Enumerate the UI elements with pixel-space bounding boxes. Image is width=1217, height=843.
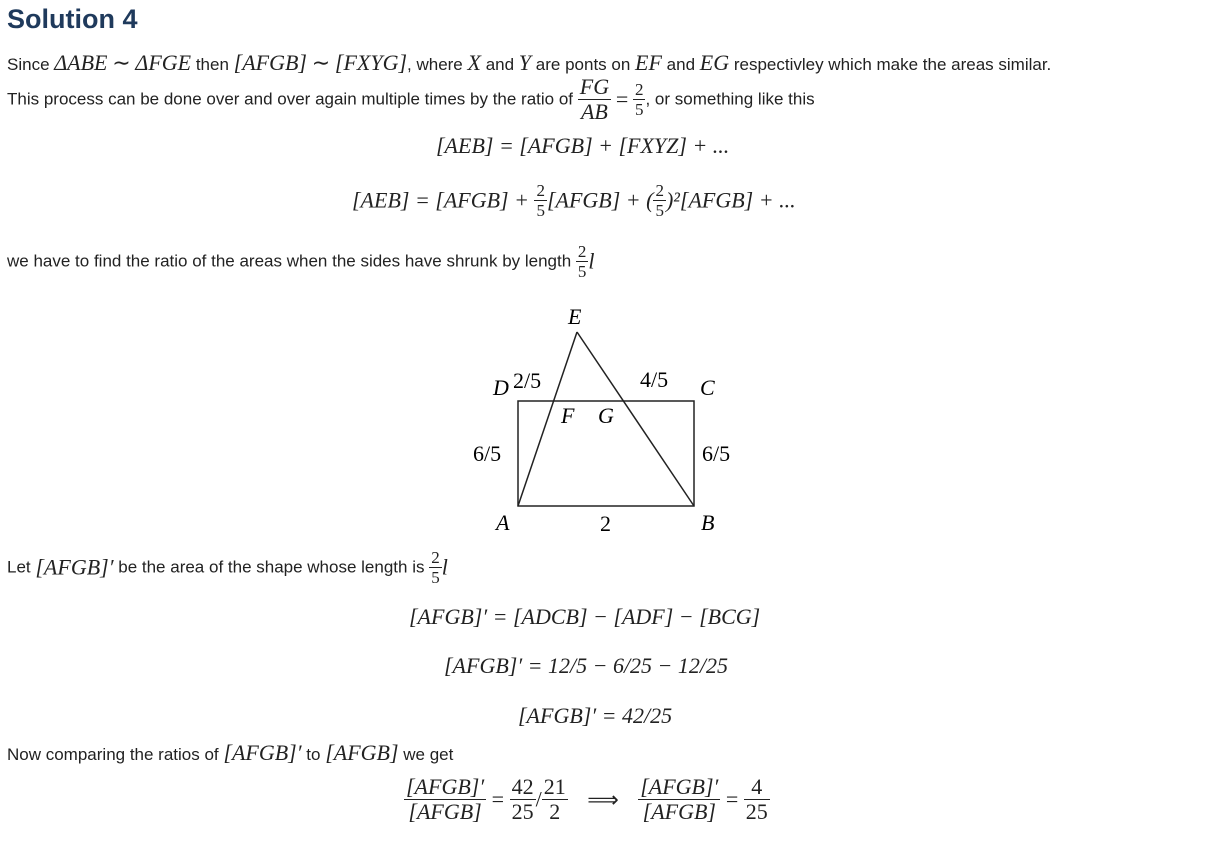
solution-heading: Solution 4 <box>7 4 138 34</box>
line-eb <box>577 332 694 506</box>
equation-6: $\frac{\text{[AFGB]′}}{\text{[AFGB]}}$ = $\frac{42}{25}$ / $\frac{21}{2}$ ⟹ $\frac{\text{[AFGB]′}}{\text{[AFGB]}}$ = $\frac{4}{25}$ <box>406 774 768 824</box>
equation-2: [AEB] = [AFGB] + $\frac{2}{5}$ [AFGB] + ( $\frac{2}{5}$ )²[AFGB] + ... <box>352 181 796 220</box>
intro-line-1: Since ΔABE ∼ ΔFGE then [AFGB] ∼ [FXYG], where X and Y are ponts on EF and EG respectivley which make the areas similar. <box>7 50 1052 75</box>
label-a: A <box>496 510 510 535</box>
label-c: C <box>700 375 715 400</box>
label-top-right: 4/5 <box>640 367 669 392</box>
label-d: D <box>493 375 509 400</box>
label-left-side: 6/5 <box>473 441 502 466</box>
label-g: G <box>598 403 614 428</box>
let-line: Let [AFGB]′ be the area of the shape whose length is $\frac{2}{5}$ l <box>7 548 448 587</box>
equation-3: [AFGB]′ = [ADCB] − [ADF] − [BCG] <box>409 604 761 629</box>
label-b: B <box>701 510 715 535</box>
label-e: E <box>568 304 582 329</box>
two-fifths-fraction: $\frac{2}{5}$ <box>634 80 644 119</box>
equation-1: [AEB] = [AFGB] + [FXYZ] + ... <box>436 133 730 158</box>
label-bottom: 2 <box>600 511 611 536</box>
label-right-side: 6/5 <box>702 441 731 466</box>
comparing-line: Now comparing the ratios of [AFGB]′ to [AFGB] we get <box>7 740 454 765</box>
equation-4: [AFGB]′ = 12/5 − 6/25 − 12/25 <box>444 653 729 678</box>
shrink-line: we have to find the ratio of the areas when the sides have shrunk by length $\frac{2}{5}$ l <box>7 242 595 281</box>
geometry-diagram <box>460 300 750 545</box>
equation-5: [AFGB]′ = 42/25 <box>518 703 673 728</box>
intro-line-2: This process can be done over and over again multiple times by the ratio of $\frac{FG}{AB}$ = $\frac{2}{5}$ , or something like this <box>7 74 815 124</box>
fg-over-ab-fraction: $\frac{FG}{AB}$ <box>579 74 610 124</box>
label-f: F <box>561 403 575 428</box>
label-top-left: 2/5 <box>513 368 542 393</box>
